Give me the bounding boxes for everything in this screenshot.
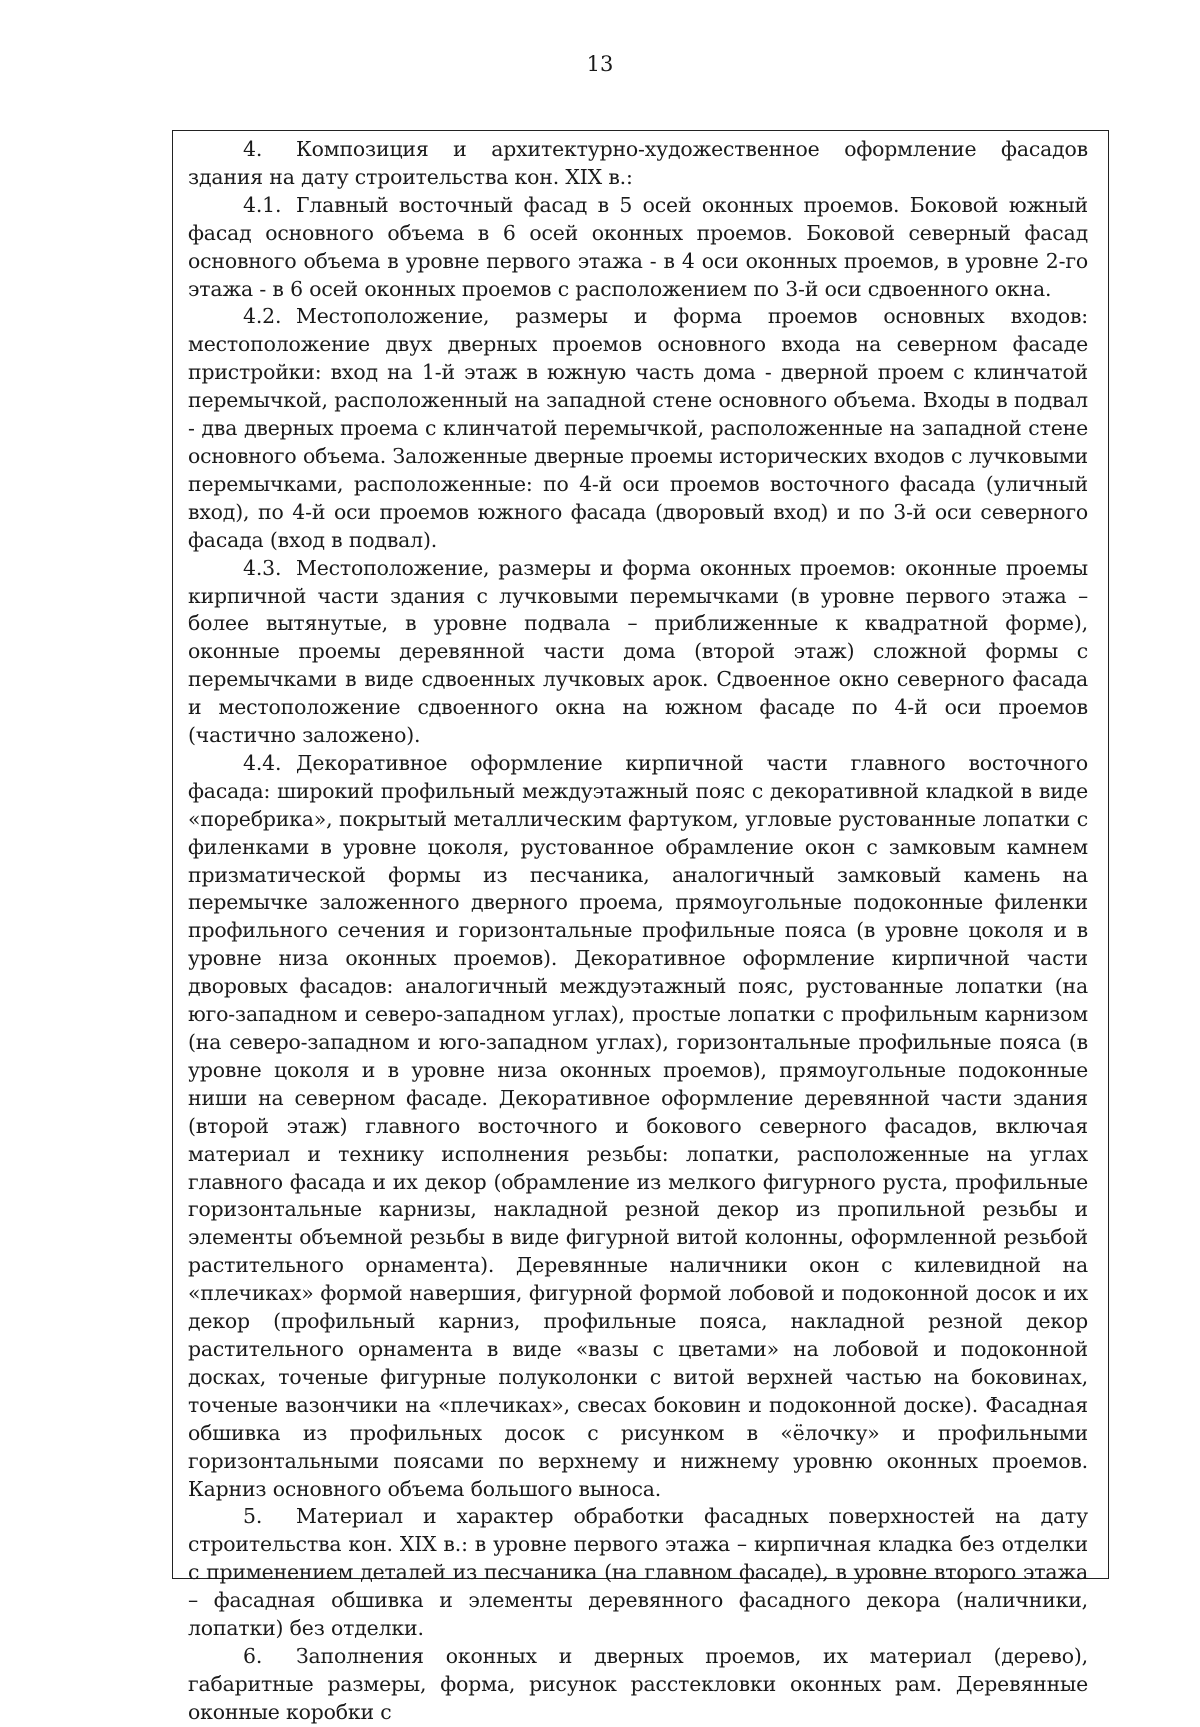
body-text (188, 136, 1088, 1727)
section-number: 4.1. (243, 192, 282, 217)
paragraph-text: Местоположение, размеры и форма проемов основных входов: местоположение двух дверных проемов основного входа на северном фасаде пристройки: вход на 1-й этаж в южную часть дома - дверной проем с клинчатой перемычкой, расположенный на западной стене основного объема. Входы в подвал - два дверных проема с клинчатой перемычкой, расположенные на западной стене основного объема. Заложенные дверные проемы исторических входов с лучковыми перемычками, расположенные: по 4-й оси проемов восточного фасада (уличный вход), по 4-й оси проемов южного фасада (дворовый вход) и по 3-й оси северного фасада (вход в подвал). (188, 304, 1088, 552)
page-number: 13 (586, 52, 614, 76)
paragraph-6 (188, 1643, 1088, 1727)
paragraph-text: Местоположение, размеры и форма оконных проемов: оконные проемы кирпичной части здания с лучковыми перемычками (в уровне первого этажа – более вытянутые, в уровне подвала – приближенные к квадратной форме), оконные проемы деревянной части дома (второй этаж) сложной формы с перемычками в виде сдвоенных лучковых арок. Сдвоенное окно северного фасада и местоположение сдвоенного окна на южном фасаде по 4-й оси проемов (частично заложено). (188, 555, 1088, 748)
paragraph-text: Заполнения оконных и дверных проемов, их материал (дерево), габаритные размеры, форма, рисунок расстекловки оконных рам. Деревянные оконные коробки с (188, 1643, 1088, 1724)
paragraph-text: Главный восточный фасад в 5 осей оконных проемов. Боковой южный фасад основного объема в 6 осей оконных проемов. Боковой северный фасад основного объема в уровне первого этажа - в 4 оси оконных проемов, в уровне 2-го этажа - в 6 осей оконных проемов с расположением по 3-й оси сдвоенного окна. (188, 192, 1088, 301)
paragraph-4-1 (188, 192, 1088, 304)
section-number: 4.3. (243, 555, 282, 580)
paragraph-4-2 (188, 303, 1088, 554)
paragraph-5 (188, 1503, 1088, 1643)
content-frame (172, 130, 1109, 1724)
paragraph-text: Материал и характер обработки фасадных поверхностей на дату строительства кон. XIX в.: в уровне первого этажа – кирпичная кладка без отделки с применением деталей из песчаника (на главном фасаде), в уровне второго этажа – фасадная обшивка и элементы деревянного фасадного декора (наличники, лопатки) без отделки. (188, 1504, 1088, 1641)
paragraph-4-4 (188, 750, 1088, 1503)
paragraph-4-3 (188, 555, 1088, 750)
section-number: 4.4. (243, 750, 282, 775)
section-number: 6. (243, 1643, 263, 1668)
paragraph-4 (188, 136, 1088, 192)
section-number: 5. (243, 1504, 263, 1529)
section-number: 4. (243, 137, 263, 161)
section-number: 4.2. (243, 304, 282, 329)
paragraph-text: Композиция и архитектурно-художественное оформление фасадов здания на дату строительства кон. XIX в.: (188, 137, 1088, 189)
paragraph-text: Декоративное оформление кирпичной части главного восточного фасада: широкий профильный междуэтажный пояс с декоративной кладкой в виде «поребрика», покрытый металлическим фартуком, угловые рустованные лопатки с филенками в уровне цоколя, рустованное обрамление окон с замковым камнем призматической формы из песчаника, аналогичный замковый камень на перемычке заложенного дверного проема, прямоугольные подоконные филенки профильного сечения и горизонтальные профильные пояса (в уровне цоколя и в уровне низа оконных проемов). Декоративное оформление кирпичной части дворовых фасадов: аналогичный междуэтажный пояс, рустованные лопатки (на юго-западном и северо-западном углах), простые лопатки с профильным карнизом (на северо-западном и юго-западном углах), горизонтальные профильные пояса (в уровне цоколя и в уровне низа оконных проемов), прямоугольные подоконные ниши на северном фасаде. Декоративное оформление деревянной части здания (второй этаж) главного восточного и бокового северного фасадов, включая материал и технику исполнения резьбы: лопатки, расположенные на углах главного фасада и их декор (обрамление из мелкого фигурного руста, профильные горизонтальные карнизы, накладной резной декор из пропильной резьбы и элементы объемной резьбы в виде фигурной витой колонны, оформленной резьбой растительного орнамента). Деревянные наличники окон с килевидной на «плечиках» формой навершия, фигурной формой лобовой и подоконной досок и их декор (профильный карниз, профильные пояса, накладной резной декор растительного орнамента в виде «вазы с цветами» на лобовой и подоконной досках, точеные фигурные полуколонки с витой верхней частью на боковинах, точеные вазончики на «плечиках», свесах боковин и подоконной доске). Фасадная обшивка из профильных досок с рисунком в «ёлочку» и профильными горизонтальными поясами по верхнему и нижнему уровню оконных проемов. Карниз основного объема большого выноса. (188, 750, 1088, 1501)
